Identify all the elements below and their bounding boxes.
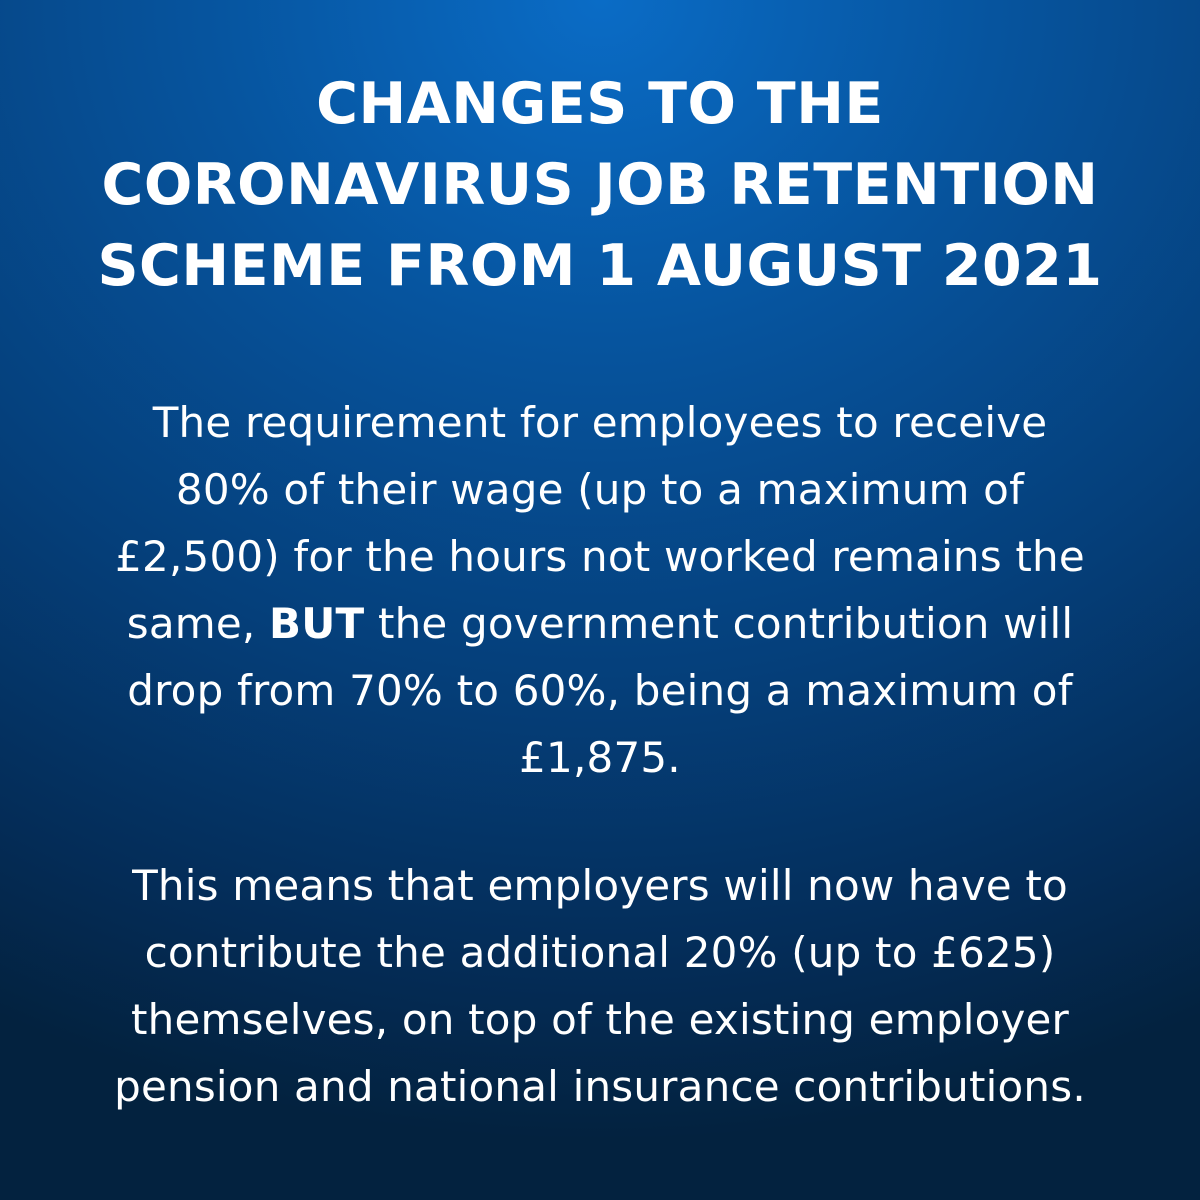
- paragraph-1-line-4-start: same,: [126, 599, 270, 648]
- paragraph-2-line-4: pension and national insurance contributions.: [114, 1062, 1086, 1111]
- paragraph-2-line-1: This means that employers will now have to: [132, 861, 1068, 910]
- employer-impact-paragraph: [30, 852, 1170, 1120]
- headline-line-3: SCHEME FROM 1 AUGUST 2021: [97, 233, 1103, 299]
- paragraph-1-line-4-end: the government contribution will: [364, 599, 1074, 648]
- requirement-paragraph: [30, 389, 1170, 791]
- paragraph-2-line-2: contribute the additional 20% (up to £625): [144, 928, 1056, 977]
- paragraph-2-line-3: themselves, on top of the existing employer: [130, 995, 1070, 1044]
- paragraph-1-line-6: £1,875.: [519, 733, 681, 782]
- paragraph-1-line-5: drop from 70% to 60%, being a maximum of: [127, 666, 1073, 715]
- paragraph-1-line-3: £2,500) for the hours not worked remains the: [115, 532, 1085, 581]
- paragraph-1-line-1: The requirement for employees to receive: [152, 398, 1048, 447]
- paragraph-1-line-4: [30, 590, 1170, 657]
- paragraph-1-line-2: 80% of their wage (up to a maximum of: [175, 465, 1025, 514]
- headline: [40, 64, 1160, 307]
- headline-line-1: CHANGES TO THE: [316, 71, 884, 137]
- but-emphasis: BUT: [269, 599, 365, 648]
- headline-line-2: CORONAVIRUS JOB RETENTION: [101, 152, 1099, 218]
